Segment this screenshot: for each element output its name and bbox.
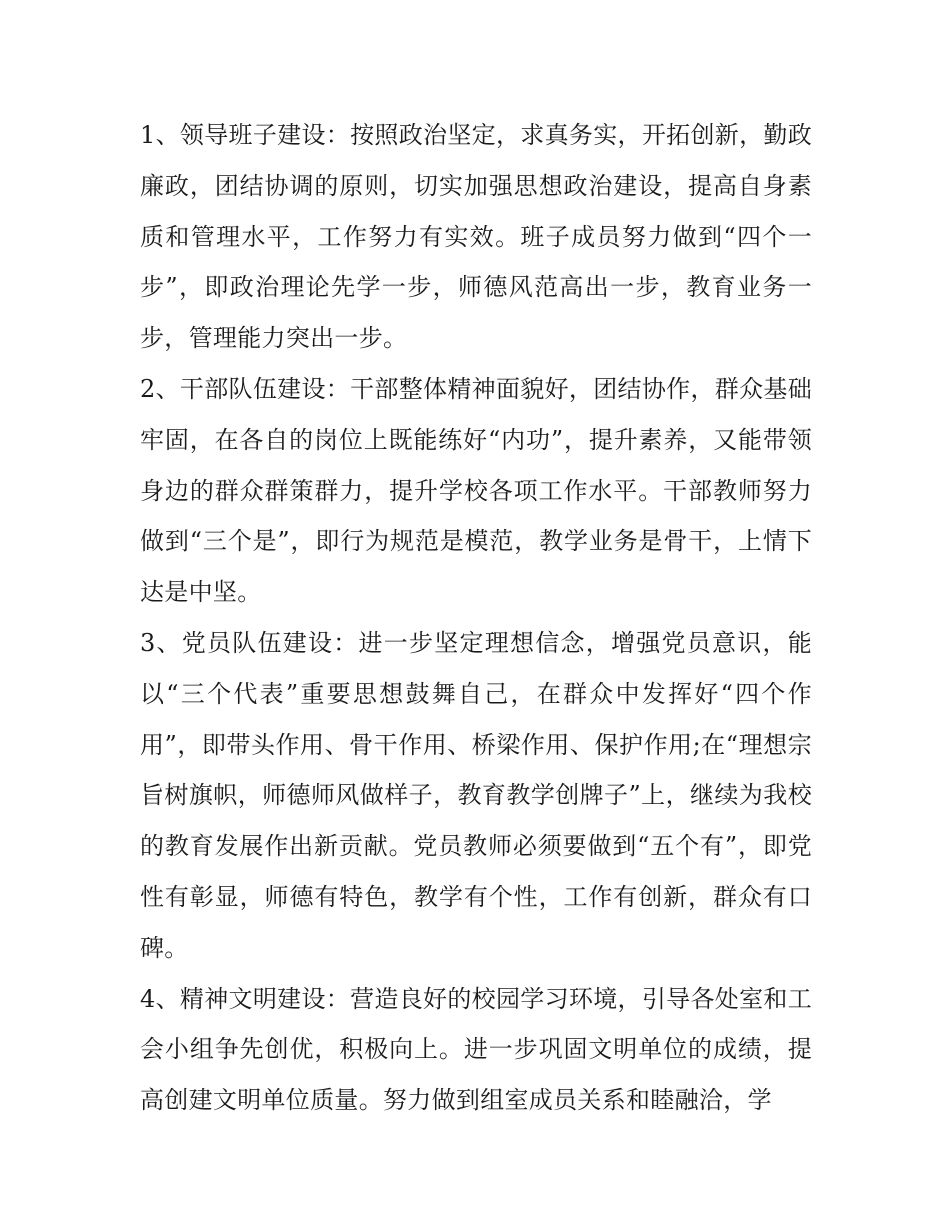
paragraph-leadership: 1、领导班子建设：按照政治坚定，求真务实，开拓创新，勤政廉政，团结协调的原则，切实加强思想政治建设，提高自身素质和管理水平，工作努力有实效。班子成员努力做到“四个一步”，即政治理论先学一步，师德风范高出一步，教育业务一步，管理能力突出一步。 <box>140 121 812 353</box>
paragraph-cadre-team: 2、干部队伍建设：干部整体精神面貌好，团结协作，群众基础牢固，在各自的岗位上既能练好“内功”，提升素养，又能带领身边的群众群策群力，提升学校各项工作水平。干部教师努力做到“三个是”，即行为规范是模范，教学业务是骨干，上情下达是中坚。 <box>140 374 812 607</box>
paragraph-spiritual-civilization: 4、精神文明建设：营造良好的校园学习环境，引导各处室和工会小组争先创优，积极向上。进一步巩固文明单位的成绩，提高创建文明单位质量。努力做到组室成员关系和睦融洽，学 <box>140 984 812 1115</box>
paragraph-party-members: 3、党员队伍建设：进一步坚定理想信念，增强党员意识，能以“三个代表”重要思想鼓舞自己，在群众中发挥好“四个作用”，即带头作用、骨干作用、桥梁作用、保护作用;在“理想宗旨树旗帜，师德师风做样子，教育教学创牌子”上，继续为我校的教育发展作出新贡献。党员教师必须要做到“五个有”，即党性有彰显，师德有特色，教学有个性，工作有创新，群众有口碑。 <box>140 628 812 962</box>
document-page <box>140 110 812 1126</box>
